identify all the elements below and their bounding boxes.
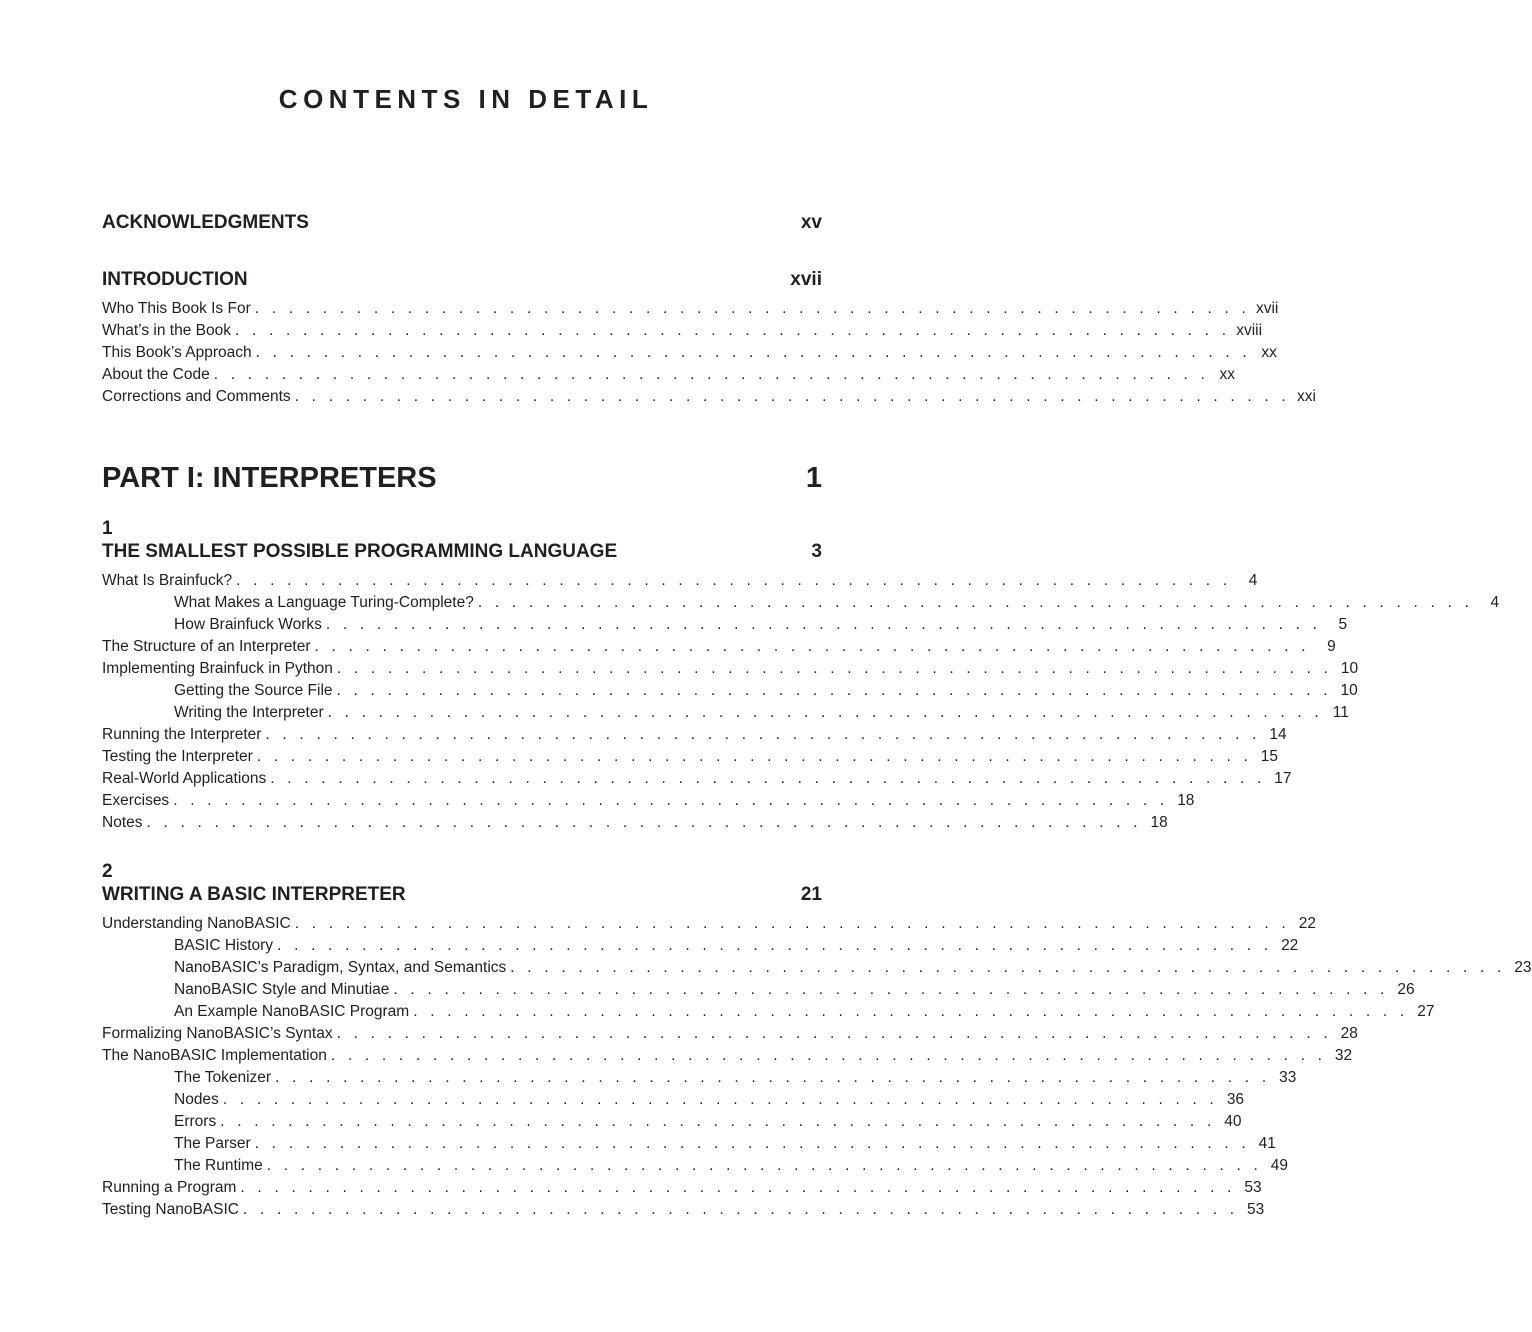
- entry-label: Understanding NanoBASIC: [102, 915, 291, 932]
- entry-page: xx: [1219, 366, 1235, 383]
- dot-leader: . . . . . . . . . . . . . . . . . . . . . . . . . . . . . . . . . . . . . . . . . . . . . . . . . . . . . . . . . . .: [254, 1135, 1250, 1152]
- chapter-entries: [102, 570, 1500, 834]
- dot-leader: . . . . . . . . . . . . . . . . . . . . . . . . . . . . . . . . . . . . . . . . . . . . . . . . . . . . . . . . . . .: [220, 1113, 1216, 1130]
- dot-leader: . . . . . . . . . . . . . . . . . . . . . . . . . . . . . . . . . . . . . . . . . . . . . . . . . . . . . . . . . . .: [413, 1003, 1409, 1020]
- dot-leader: . . . . . . . . . . . . . . . . . . . . . . . . . . . . . . . . . . . . . . . . . . . . . . . . . . . . . . . . . . .: [336, 682, 1332, 699]
- toc-entry[interactable]: [102, 320, 1263, 342]
- dot-leader: . . . . . . . . . . . . . . . . . . . . . . . . . . . . . . . . . . . . . . . . . . . . . . . . . . . . . . . . . . .: [236, 572, 1232, 589]
- entry-page: 22: [1298, 915, 1316, 932]
- toc-entry[interactable]: [102, 680, 1358, 702]
- chapter-title: WRITING A BASIC INTERPRETER: [102, 884, 406, 905]
- page-title: CONTENTS IN DETAIL: [278, 84, 654, 114]
- chapter-number: 1: [102, 518, 113, 539]
- chapter-page: 21: [800, 884, 822, 905]
- entry-label: BASIC History: [174, 937, 274, 954]
- dot-leader: . . . . . . . . . . . . . . . . . . . . . . . . . . . . . . . . . . . . . . . . . . . . . . . . . . . . . . . . . . .: [243, 1201, 1239, 1218]
- introduction-entries: [102, 298, 1316, 408]
- entry-label: Implementing Brainfuck in Python: [102, 660, 333, 677]
- toc-entry[interactable]: [102, 636, 1336, 658]
- chapter-entries: [102, 913, 1532, 1221]
- toc-entry[interactable]: [102, 1067, 1297, 1089]
- entry-page: xvii: [1255, 300, 1279, 317]
- entry-label: The NanoBASIC Implementation: [102, 1047, 327, 1064]
- toc-entry[interactable]: [102, 1199, 1265, 1221]
- toc-entry[interactable]: [102, 1155, 1288, 1177]
- entry-page: 4: [1490, 594, 1500, 611]
- heading-title: ACKNOWLEDGMENTS: [102, 212, 309, 233]
- dot-leader: . . . . . . . . . . . . . . . . . . . . . . . . . . . . . . . . . . . . . . . . . . . . . . . . . . . . . . . . . . .: [265, 726, 1261, 743]
- entry-page: 14: [1269, 726, 1287, 743]
- toc-entry[interactable]: [102, 979, 1415, 1001]
- dot-leader: . . . . . . . . . . . . . . . . . . . . . . . . . . . . . . . . . . . . . . . . . . . . . . . . . . . . . . . . . . .: [510, 959, 1506, 976]
- dot-leader: . . . . . . . . . . . . . . . . . . . . . . . . . . . . . . . . . . . . . . . . . . . . . . . . . . . . . . . . . . .: [477, 594, 1474, 611]
- toc-entry[interactable]: [102, 935, 1299, 957]
- toc-entry[interactable]: [102, 746, 1279, 768]
- entry-label: Running a Program: [102, 1179, 237, 1196]
- heading-page: xvii: [790, 269, 822, 290]
- entry-page: 10: [1340, 660, 1359, 677]
- entry-page: 32: [1334, 1047, 1353, 1064]
- toc-entry[interactable]: [102, 1111, 1242, 1133]
- entry-label: This Book’s Approach: [102, 344, 252, 361]
- toc-entry[interactable]: [102, 724, 1287, 746]
- toc-entry[interactable]: [102, 592, 1500, 614]
- toc-entry[interactable]: [102, 790, 1195, 812]
- toc-entry[interactable]: [102, 658, 1359, 680]
- chapter-1: [102, 518, 1500, 834]
- entry-page: 26: [1397, 981, 1415, 998]
- toc-entry[interactable]: [102, 1023, 1358, 1045]
- entry-page: xxi: [1296, 388, 1316, 405]
- toc-entry[interactable]: [102, 957, 1532, 979]
- entry-label: Writing the Interpreter: [174, 704, 324, 721]
- toc-entry[interactable]: [102, 768, 1292, 790]
- dot-leader: . . . . . . . . . . . . . . . . . . . . . . . . . . . . . . . . . . . . . . . . . . . . . . . . . . . . . . . . . . .: [336, 660, 1333, 677]
- entry-label: What Makes a Language Turing-Complete?: [174, 594, 474, 611]
- toc-heading-acknowledgments[interactable]: [102, 211, 822, 235]
- entry-label: What’s in the Book: [102, 322, 231, 339]
- toc-entry[interactable]: [102, 298, 1279, 320]
- chapter-number: 2: [102, 861, 113, 882]
- entry-label: The Runtime: [174, 1157, 263, 1174]
- entry-page: 23: [1514, 959, 1532, 976]
- dot-leader: . . . . . . . . . . . . . . . . . . . . . . . . . . . . . . . . . . . . . . . . . . . . . . . . . . . . . . . . . . .: [393, 981, 1389, 998]
- entry-label: Real-World Applications: [102, 770, 267, 787]
- entry-label: Errors: [174, 1113, 217, 1130]
- toc-entry[interactable]: [102, 570, 1258, 592]
- toc-heading-introduction[interactable]: [102, 268, 822, 292]
- toc-entry[interactable]: [102, 913, 1316, 935]
- entry-page: 17: [1274, 770, 1292, 787]
- entry-page: 36: [1226, 1091, 1245, 1108]
- entry-page: 40: [1224, 1113, 1242, 1130]
- part-page: 1: [805, 462, 822, 494]
- dot-leader: . . . . . . . . . . . . . . . . . . . . . . . . . . . . . . . . . . . . . . . . . . . . . . . . . . . . . . . . . . .: [222, 1091, 1219, 1108]
- entry-page: 4: [1248, 572, 1258, 589]
- entry-page: 22: [1281, 937, 1299, 954]
- entry-label: Testing the Interpreter: [102, 748, 253, 765]
- entry-label: The Tokenizer: [174, 1069, 272, 1086]
- chapter-2: [102, 861, 1532, 1221]
- toc-entry[interactable]: [102, 342, 1277, 364]
- entry-label: How Brainfuck Works: [174, 616, 322, 633]
- entry-label: NanoBASIC’s Paradigm, Syntax, and Semantics: [174, 959, 507, 976]
- heading-title: INTRODUCTION: [102, 269, 248, 290]
- entry-page: 41: [1258, 1135, 1276, 1152]
- dot-leader: . . . . . . . . . . . . . . . . . . . . . . . . . . . . . . . . . . . . . . . . . . . . . . . . . . . . . . . . . . .: [234, 322, 1231, 339]
- dot-leader: . . . . . . . . . . . . . . . . . . . . . . . . . . . . . . . . . . . . . . . . . . . . . . . . . . . . . . . . . . .: [255, 344, 1251, 361]
- entry-page: 11: [1332, 704, 1349, 721]
- dot-leader: . . . . . . . . . . . . . . . . . . . . . . . . . . . . . . . . . . . . . . . . . . . . . . . . . . . . . . . . . . .: [254, 300, 1250, 317]
- entry-page: 9: [1327, 638, 1336, 655]
- entry-page: 33: [1279, 1069, 1297, 1086]
- part-title: PART I: INTERPRETERS: [102, 462, 437, 494]
- entry-label: The Structure of an Interpreter: [102, 638, 311, 655]
- toc-entry[interactable]: [102, 386, 1316, 408]
- dot-leader: . . . . . . . . . . . . . . . . . . . . . . . . . . . . . . . . . . . . . . . . . . . . . . . . . . . . . . . . . . .: [327, 704, 1323, 721]
- toc-entry[interactable]: [102, 364, 1235, 386]
- toc-entry[interactable]: [102, 1133, 1276, 1155]
- dot-leader: . . . . . . . . . . . . . . . . . . . . . . . . . . . . . . . . . . . . . . . . . . . . . . . . . . . . . . . . . . .: [277, 937, 1273, 954]
- entry-page: xviii: [1236, 322, 1263, 339]
- dot-leader: . . . . . . . . . . . . . . . . . . . . . . . . . . . . . . . . . . . . . . . . . . . . . . . . . . . . . . . . . . .: [336, 1025, 1332, 1042]
- entry-label: Nodes: [174, 1091, 219, 1108]
- chapter-heading[interactable]: [102, 883, 822, 907]
- entry-page: 5: [1338, 616, 1348, 633]
- toc-entry[interactable]: [102, 702, 1349, 724]
- dot-leader: . . . . . . . . . . . . . . . . . . . . . . . . . . . . . . . . . . . . . . . . . . . . . . . . . . . . . . . . . . .: [213, 366, 1209, 383]
- toc-entry[interactable]: [102, 1045, 1353, 1067]
- entry-label: What Is Brainfuck?: [102, 572, 233, 589]
- dot-leader: . . . . . . . . . . . . . . . . . . . . . . . . . . . . . . . . . . . . . . . . . . . . . . . . . . . . . . . . . . .: [294, 388, 1290, 405]
- entry-page: 10: [1340, 682, 1358, 699]
- entry-page: 49: [1270, 1157, 1288, 1174]
- entry-label: Notes: [102, 814, 143, 831]
- part-heading[interactable]: [102, 461, 822, 495]
- heading-page: xv: [800, 212, 822, 233]
- dot-leader: . . . . . . . . . . . . . . . . . . . . . . . . . . . . . . . . . . . . . . . . . . . . . . . . . . . . . . . . . . .: [314, 638, 1310, 655]
- entry-label: Corrections and Comments: [102, 388, 291, 405]
- dot-leader: . . . . . . . . . . . . . . . . . . . . . . . . . . . . . . . . . . . . . . . . . . . . . . . . . . . . . . . . . . .: [256, 748, 1253, 765]
- dot-leader: . . . . . . . . . . . . . . . . . . . . . . . . . . . . . . . . . . . . . . . . . . . . . . . . . . . . . . . . . . .: [266, 1157, 1262, 1174]
- entry-label: The Parser: [174, 1135, 251, 1152]
- entry-label: Formalizing NanoBASIC’s Syntax: [102, 1025, 333, 1042]
- entry-label: Who This Book Is For: [102, 300, 251, 317]
- entry-page: 28: [1340, 1025, 1358, 1042]
- entry-page: 15: [1260, 748, 1279, 765]
- entry-label: Running the Interpreter: [102, 726, 262, 743]
- toc-entry[interactable]: [102, 1089, 1245, 1111]
- entry-label: Exercises: [102, 792, 170, 809]
- toc-entry[interactable]: [102, 1177, 1262, 1199]
- entry-page: 53: [1244, 1179, 1262, 1196]
- dot-leader: . . . . . . . . . . . . . . . . . . . . . . . . . . . . . . . . . . . . . . . . . . . . . . . . . . . . . . . . . . .: [330, 1047, 1327, 1064]
- dot-leader: . . . . . . . . . . . . . . . . . . . . . . . . . . . . . . . . . . . . . . . . . . . . . . . . . . . . . . . . . . .: [173, 792, 1169, 809]
- dot-leader: . . . . . . . . . . . . . . . . . . . . . . . . . . . . . . . . . . . . . . . . . . . . . . . . . . . . . . . . . . .: [146, 814, 1142, 831]
- entry-label: NanoBASIC Style and Minutiae: [174, 981, 390, 998]
- entry-page: 27: [1417, 1003, 1435, 1020]
- entry-page: 18: [1177, 792, 1195, 809]
- chapter-title: THE SMALLEST POSSIBLE PROGRAMMING LANGUAGE: [102, 541, 618, 562]
- dot-leader: . . . . . . . . . . . . . . . . . . . . . . . . . . . . . . . . . . . . . . . . . . . . . . . . . . . . . . . . . . .: [325, 616, 1322, 633]
- entry-page: 18: [1150, 814, 1168, 831]
- toc-entry[interactable]: [102, 1001, 1435, 1023]
- entry-page: 53: [1247, 1201, 1265, 1218]
- chapter-page: 3: [811, 541, 822, 562]
- entry-page: xx: [1261, 344, 1277, 361]
- dot-leader: . . . . . . . . . . . . . . . . . . . . . . . . . . . . . . . . . . . . . . . . . . . . . . . . . . . . . . . . . . .: [270, 770, 1266, 787]
- entry-label: Getting the Source File: [174, 682, 333, 699]
- dot-leader: . . . . . . . . . . . . . . . . . . . . . . . . . . . . . . . . . . . . . . . . . . . . . . . . . . . . . . . . . . .: [240, 1179, 1236, 1196]
- entry-label: An Example NanoBASIC Program: [174, 1003, 410, 1020]
- chapter-heading[interactable]: [102, 540, 822, 564]
- dot-leader: . . . . . . . . . . . . . . . . . . . . . . . . . . . . . . . . . . . . . . . . . . . . . . . . . . . . . . . . . . .: [294, 915, 1290, 932]
- entry-label: About the Code: [102, 366, 210, 383]
- toc-entry[interactable]: [102, 614, 1348, 636]
- toc-entry[interactable]: [102, 812, 1168, 834]
- entry-label: Testing NanoBASIC: [102, 1201, 239, 1218]
- dot-leader: . . . . . . . . . . . . . . . . . . . . . . . . . . . . . . . . . . . . . . . . . . . . . . . . . . . . . . . . . . .: [275, 1069, 1271, 1086]
